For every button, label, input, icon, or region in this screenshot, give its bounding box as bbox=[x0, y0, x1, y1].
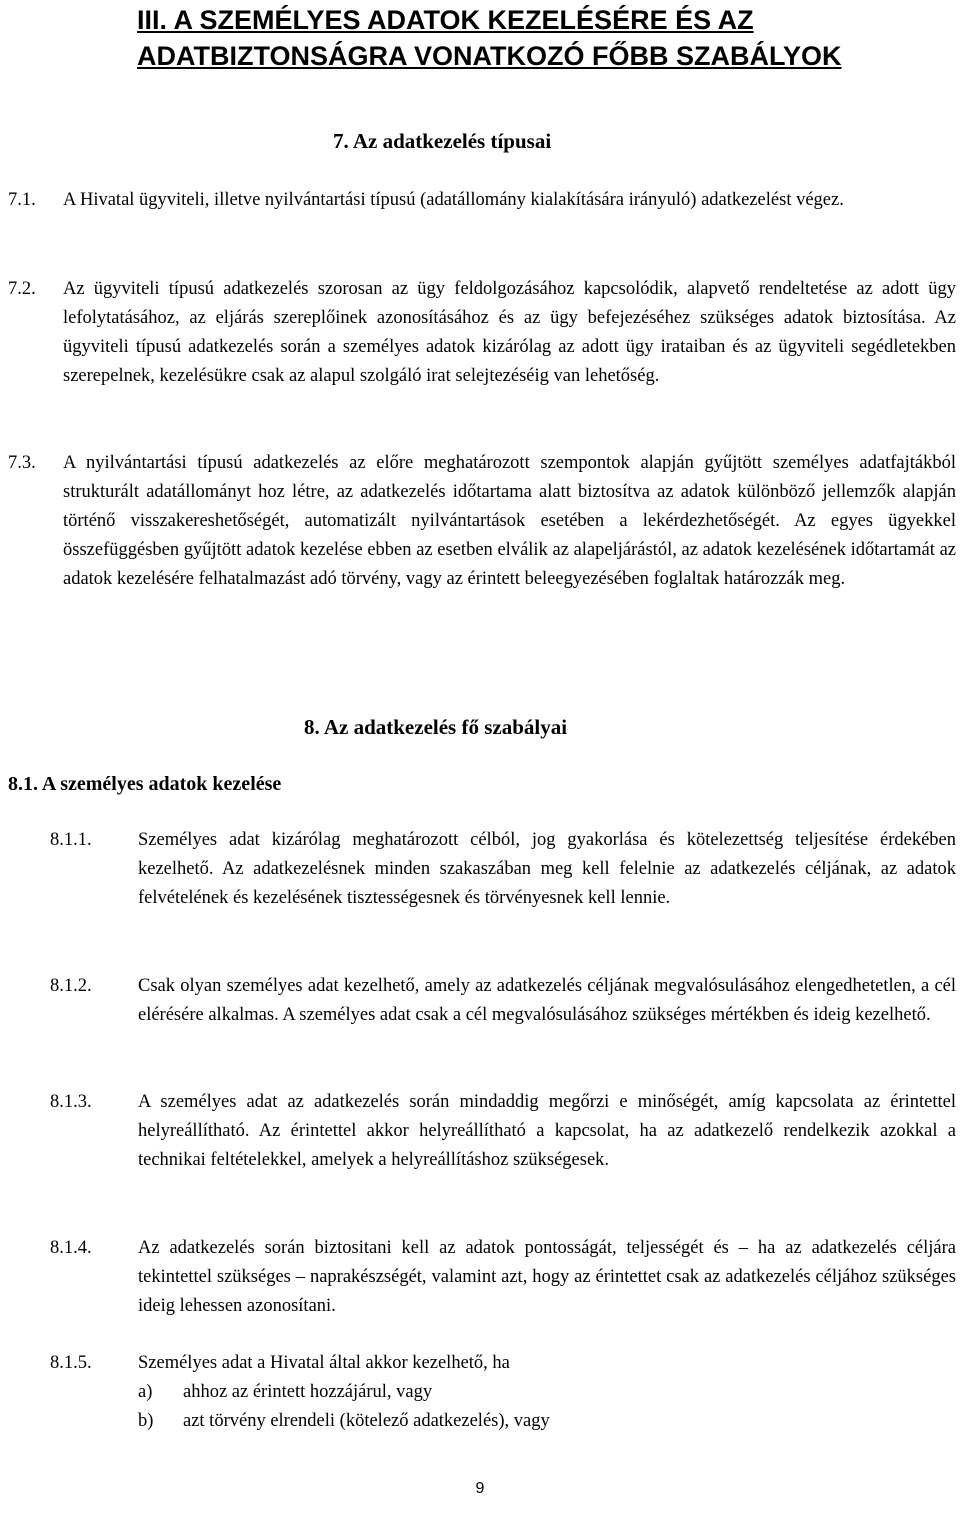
subsection-8-1-heading: 8.1. A személyes adatok kezelése bbox=[8, 773, 282, 795]
paragraph-7-1: A Hivatal ügyviteli, illetve nyilvántartási típusú (adatállomány kialakítására irányuló) adatkezelést végez. bbox=[63, 190, 844, 210]
paragraph-7-3: A nyilvántartási típusú adatkezelés az előre meghatározott szempontok alapján gyűjtött személyes adatfajtákból strukturált adatállományt hoz létre, az adatkezelés időtartama alatt biztosítva az adatok különböző jellemzők alapján történő visszakereshetőségét, automatizált nyilvántartások esetében a lekérdezhetőségét. Az egyes ügyekkel összefüggésben gyűjtött adatok kezelése ebben az esetben elválik az alapeljárástól, az adatok kezelésének időtartamát az adatok kezelésére felhatalmazást adó törvény, vagy az érintett beleegyezésében foglaltak határozzák meg. bbox=[63, 453, 956, 589]
page-number: 9 bbox=[475, 1480, 485, 1497]
section-8-heading: 8. Az adatkezelés fő szabályai bbox=[304, 715, 568, 739]
paragraph-8-1-5: Személyes adat a Hivatal által akkor kezelhető, ha bbox=[138, 1353, 510, 1373]
list-item-label: b) bbox=[138, 1411, 154, 1431]
chapter-title: III. A SZEMÉLYES ADATOK KEZELÉSÉRE ÉS AZ ADATBIZTONSÁGRA VONATKOZÓ FŐBB SZABÁLYOK bbox=[137, 5, 842, 71]
paragraph-8-1-1: Személyes adat kizárólag meghatározott célból, jog gyakorlása és kötelezettség teljesítése érdekében kezelhető. Az adatkezelésnek minden szakaszában meg kell felelnie az adatkezelés céljának, az adatok felvételének és kezelésének tisztességesnek és törvényesnek kell lennie. bbox=[138, 830, 956, 908]
item-number: 7.2. bbox=[8, 279, 36, 299]
paragraph-8-1-3: A személyes adat az adatkezelés során mindaddig megőrzi e minőségét, amíg kapcsolata az érintettel helyreállítható. Az érintettel akkor helyreállítható a kapcsolat, ha az adatkezelő rendelkezik azokkal a technikai feltételekkel, amelyek a helyreállításhoz szükségesek. bbox=[138, 1092, 956, 1170]
section-7-heading: 7. Az adatkezelés típusai bbox=[333, 129, 552, 153]
paragraph-7-2: Az ügyviteli típusú adatkezelés szorosan az ügy feldolgozásához kapcsolódik, alapvető rendeltetése az adott ügy lefolytatásához, az eljárás szereplőinek azonosításához és az ügy befejezéséhez szükséges adatok biztosítása. Az ügyviteli típusú adatkezelés során a személyes adatok kizárólag az adott ügy irataiban és az ügyviteli segédletekben szerepelnek, kezelésükre csak az alapul szolgáló irat selejtezéséig van lehetőség. bbox=[63, 279, 956, 386]
item-number: 7.3. bbox=[8, 453, 36, 473]
paragraph-8-1-2: Csak olyan személyes adat kezelhető, amely az adatkezelés céljának megvalósulásához elengedhetetlen, a cél elérésére alkalmas. A személyes adat csak a cél megvalósulásához szükséges mértékben és ideig kezelhető. bbox=[138, 976, 956, 1025]
item-number: 8.1.5. bbox=[50, 1353, 92, 1373]
item-number: 7.1. bbox=[8, 190, 36, 210]
list-item: ahhoz az érintett hozzájárul, vagy bbox=[183, 1382, 433, 1402]
item-number: 8.1.1. bbox=[50, 830, 92, 850]
item-number: 8.1.4. bbox=[50, 1238, 92, 1258]
item-number: 8.1.2. bbox=[50, 976, 92, 996]
list-item-label: a) bbox=[138, 1382, 153, 1402]
paragraph-8-1-4: Az adatkezelés során biztositani kell az adatok pontosságát, teljességét és – ha az adatkezelés céljára tekintettel szükséges – naprakészségét, valamint azt, hogy az érintettet csak az adatkezelés céljához szükséges ideig lehessen azonosítani. bbox=[138, 1238, 956, 1316]
item-number: 8.1.3. bbox=[50, 1092, 92, 1112]
list-item: azt törvény elrendeli (kötelező adatkezelés), vagy bbox=[183, 1411, 550, 1431]
